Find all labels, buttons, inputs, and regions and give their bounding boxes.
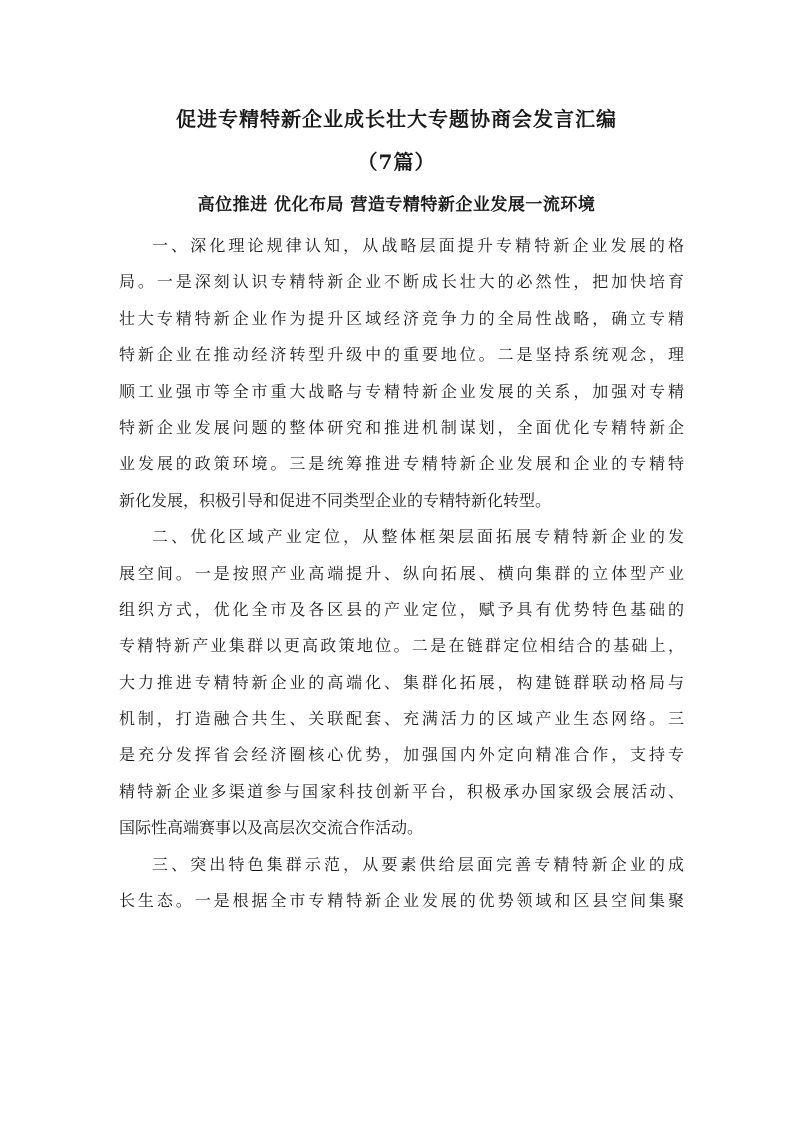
document-title: 促进专精特新企业成长壮大专题协商会发言汇编 xyxy=(176,107,617,131)
paragraph-line: 国际性高端赛事以及高层次交流合作活动。 xyxy=(119,818,424,838)
paragraph-line: 二、优化区域产业定位，从整体框架层面拓展专精特新企业的发 xyxy=(152,527,684,547)
document-count-label: （7篇） xyxy=(357,150,436,174)
paragraph-line: 三、突出特色集群示范，从要素供给层面完善专精特新企业的成 xyxy=(152,854,684,874)
paragraph-line: 专精特新产业集群以更高政策地位。二是在链群定位相结合的基础上， xyxy=(119,636,684,656)
paragraph-line: 业发展的政策环境。三是统筹推进专精特新企业发展和企业的专精特 xyxy=(119,454,684,474)
paragraph-line: 特新企业在推动经济转型升级中的重要地位。二是坚持系统观念，理 xyxy=(119,345,684,365)
paragraph-line: 是充分发挥省会经济圈核心优势，加强国内外定向精准合作，支持专 xyxy=(119,745,684,765)
paragraph-line: 机制，打造融合共生、关联配套、充满活力的区域产业生态网络。三 xyxy=(119,709,684,729)
document-body xyxy=(119,228,684,919)
paragraph-line: 长生态。一是根据全市专精特新企业发展的优势领域和区县空间集聚 xyxy=(119,891,684,911)
paragraph-line: 壮大专精特新企业作为提升区域经济竞争力的全局性战略，确立专精 xyxy=(119,308,684,328)
section-heading: 高位推进 优化布局 营造专精特新企业发展一流环境 xyxy=(197,195,596,215)
paragraph-line: 局。一是深刻认识专精特新企业不断成长壮大的必然性，把加快培育 xyxy=(119,272,684,292)
paragraph-line: 顺工业强市等全市重大战略与专精特新企业发展的关系，加强对专精 xyxy=(119,381,684,401)
paragraph-line: 特新企业发展问题的整体研究和推进机制谋划，全面优化专精特新企 xyxy=(119,417,684,437)
paragraph-line: 组织方式，优化全市及各区县的产业定位，赋予具有优势特色基础的 xyxy=(119,599,684,619)
paragraph-line: 展空间。一是按照产业高端提升、纵向拓展、横向集群的立体型产业 xyxy=(119,563,684,583)
paragraph-line: 大力推进专精特新企业的高端化、集群化拓展，构建链群联动格局与 xyxy=(119,672,684,692)
paragraph-line: 精特新企业多渠道参与国家科技创新平台，积极承办国家级会展活动、 xyxy=(119,781,684,801)
paragraph-line: 新化发展，积极引导和促进不同类型企业的专精特新化转型。 xyxy=(119,490,552,510)
paragraph-line: 一、深化理论规律认知，从战略层面提升专精特新企业发展的格 xyxy=(152,236,684,255)
